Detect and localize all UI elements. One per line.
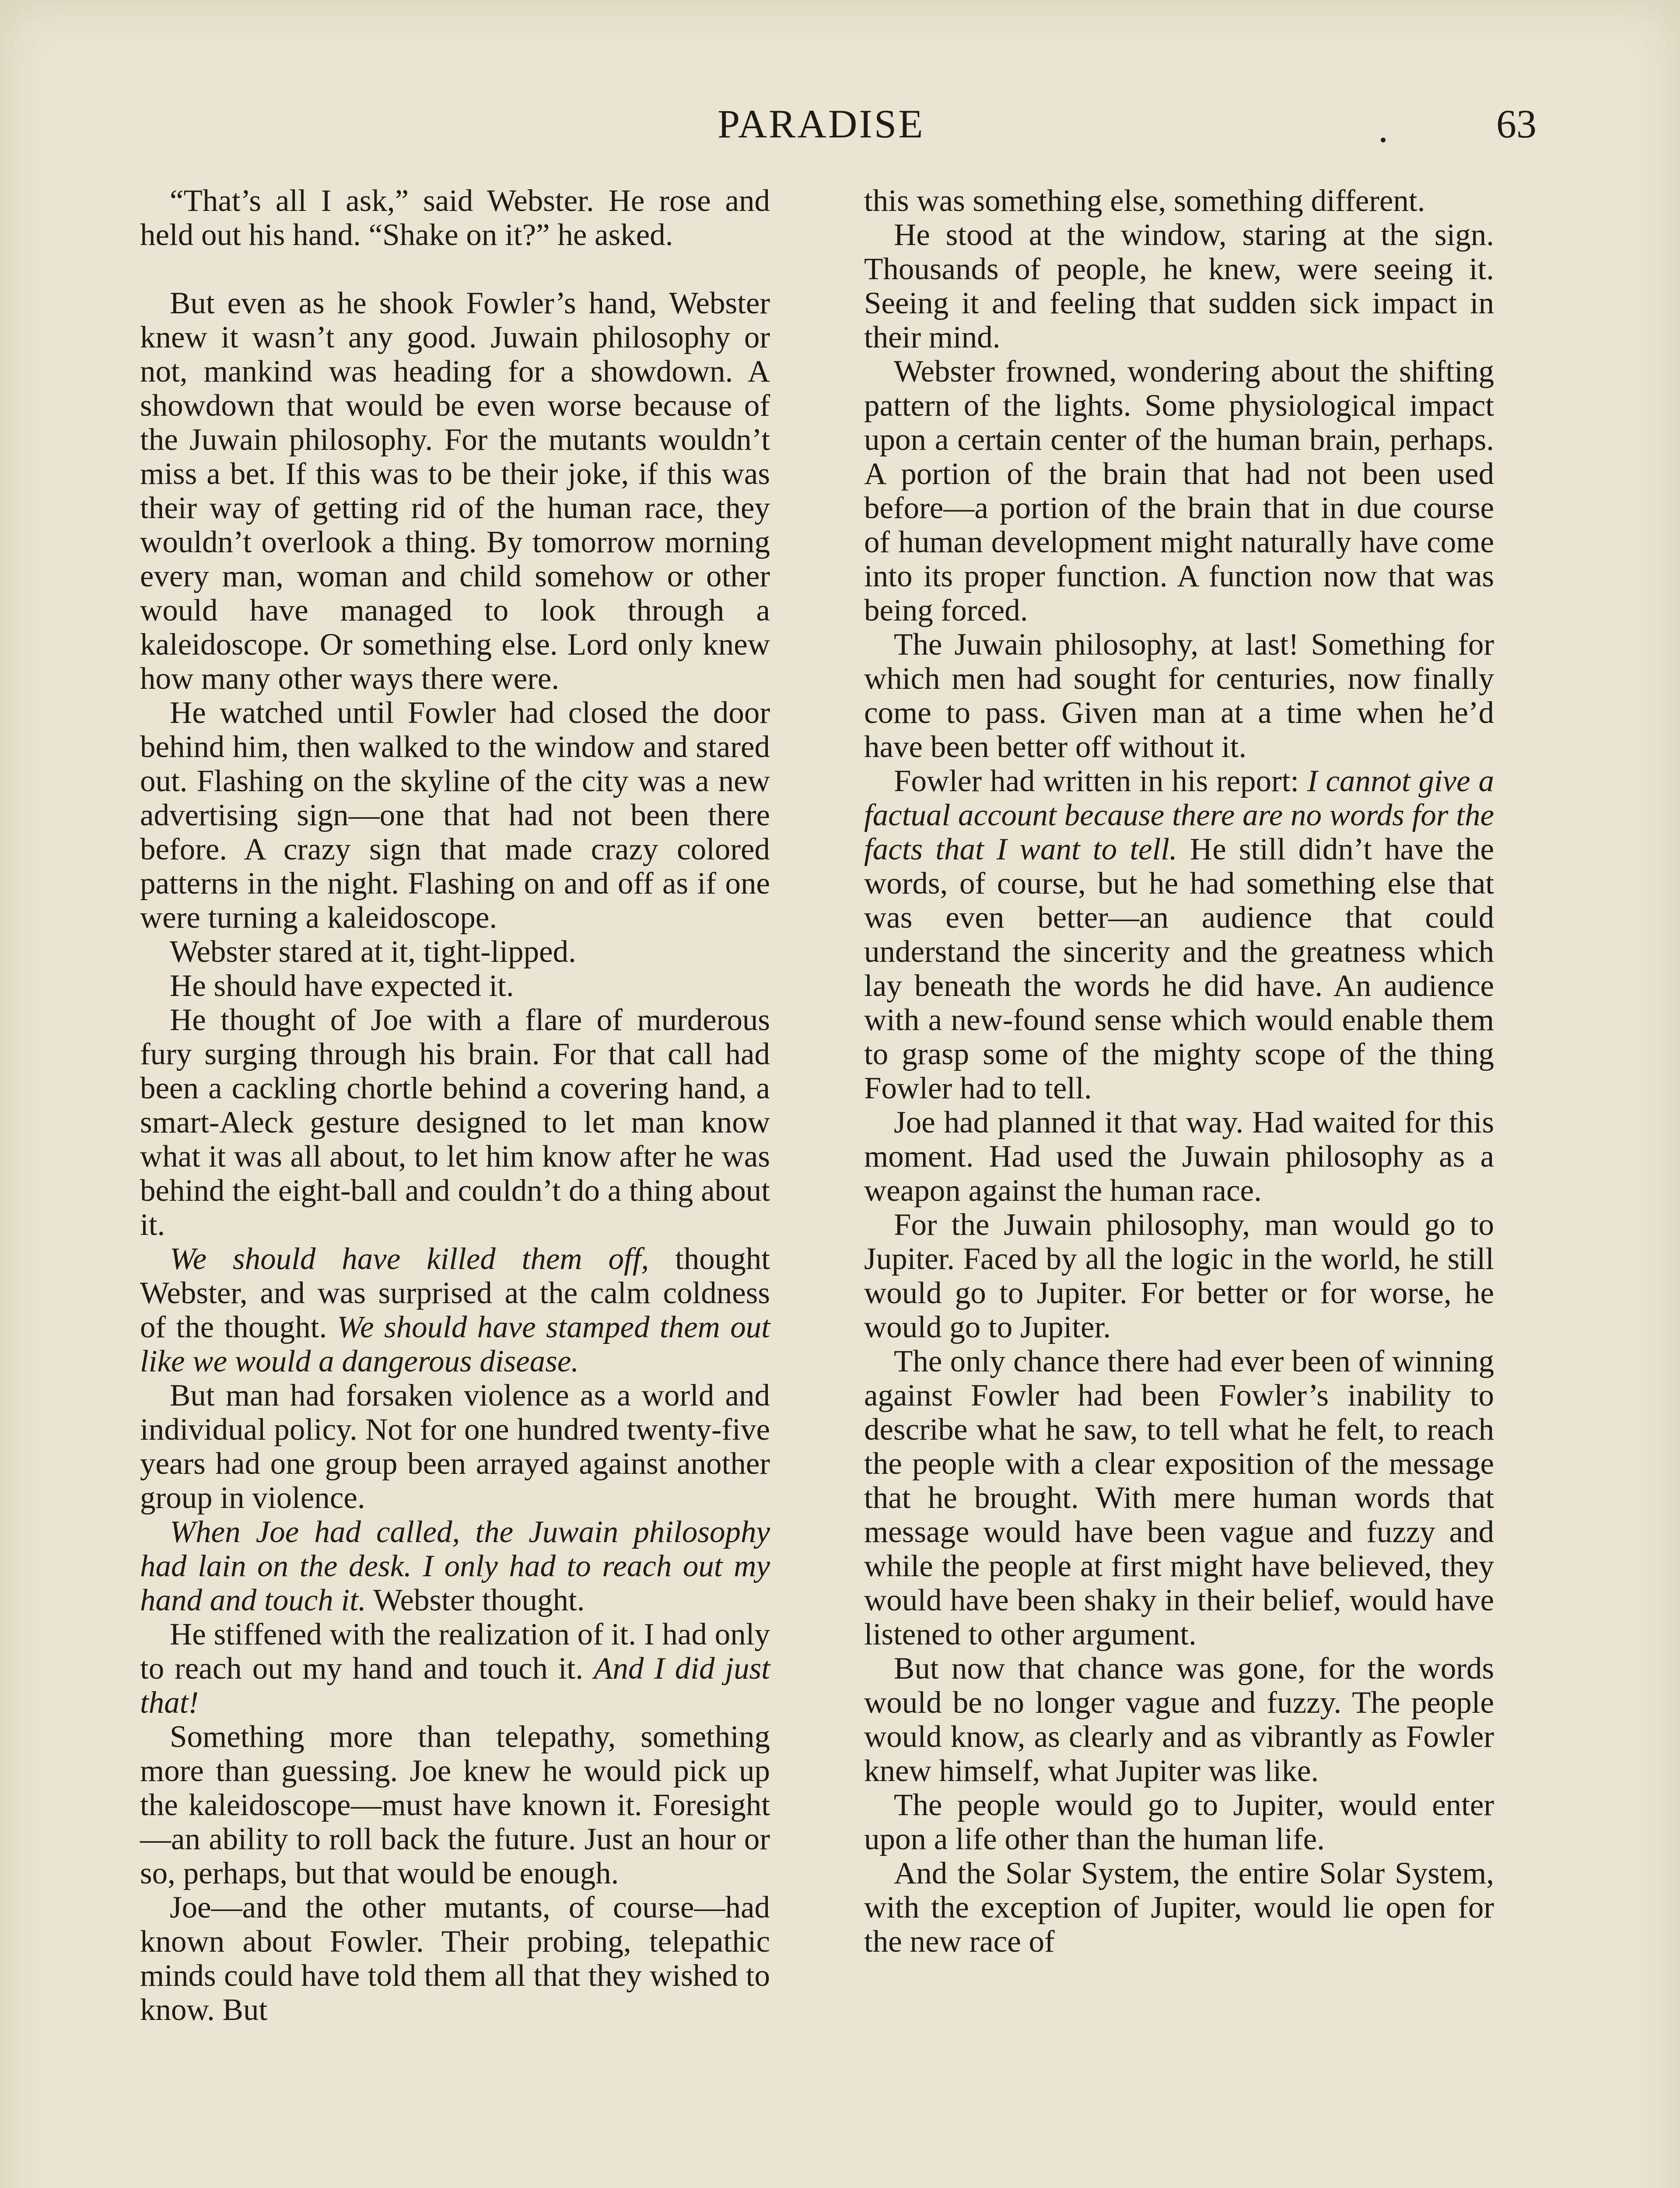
paragraph: But even as he shook Fowler’s hand, Webster knew it wasn’t any good. Juwain philosophy or not, mankind was heading for a showdown. A showdown that would be even worse because of the Juwain philosophy. For the mutants wouldn’t miss a bet. If this was to be their joke, if this was their way of getting rid of the human race, they wouldn’t overlook a thing. By tomorrow morning every man, woman and child somehow or other would have managed to look through a kaleidoscope. Or something else. Lord only knew how many other ways there were. [140,286,770,696]
italic-thought: We should have killed them off, [170,1242,649,1276]
paragraph: But now that chance was gone, for the words would be no longer vague and fuzzy. The people would know, as clearly and as vibrantly as Fowler knew himself, what Jupiter was like. [864,1652,1494,1788]
header-dot: . [1378,106,1388,151]
paragraph-text: thought Webster, and was surprised at the calm coldness of the thought. [140,1242,770,1344]
paragraph-text: He stiffened with the realization of it. I had only to reach out my hand and touch it. [140,1617,770,1686]
italic-thought: And I did just that! [140,1652,770,1720]
left-column [140,184,770,2027]
paragraph: He stood at the window, staring at the sign. Thousands of people, he knew, were seeing it. Seeing it and feeling that sudden sick impact in their mind. [864,218,1494,354]
paragraph: The people would go to Jupiter, would enter upon a life other than the human life. [864,1788,1494,1856]
paragraph-text: He still didn’t have the words, of course, but he had something else that was even better—an audience that could understand the sincerity and the greatness which lay beneath the words he did have. An audience with a new-found sense which would enable them to grasp some of the mighty scope of the thing Fowler had to tell. [864,832,1494,1105]
paragraph [140,1515,770,1617]
paragraph: The only chance there had ever been of winning against Fowler had been Fowler’s inability to describe what he saw, to tell what he felt, to reach the people with a clear exposition of the message that he brought. With mere human words that message would have been vague and fuzzy and while the people at first might have believed, they would have been shaky in their belief, would have listened to other argument. [864,1344,1494,1652]
paragraph [140,1242,770,1378]
paragraph: Joe had planned it that way. Had waited for this moment. Had used the Juwain philosophy as a weapon against the human race. [864,1105,1494,1208]
page-title: PARADISE [718,102,925,146]
paragraph: But man had forsaken violence as a world and individual policy. Not for one hundred twenty-five years had one group been arrayed against another group in violence. [140,1378,770,1515]
paragraph: And the Solar System, the entire Solar System, with the exception of Jupiter, would lie open for the new race of [864,1856,1494,1959]
italic-quote: I cannot give a factual account because there are no words for the facts that I want to tell. [864,764,1494,866]
paragraph: He watched until Fowler had closed the door behind him, then walked to the window and stared out. Flashing on the skyline of the city was a new advertising sign—one that had not been there before. A crazy sign that made crazy colored patterns in the night. Flashing on and off as if one were turning a kaleidoscope. [140,696,770,935]
paragraph [864,764,1494,1105]
paragraph: Something more than telepathy, something more than guessing. Joe knew he would pick up the kaleidoscope—must have known it. Foresight—an ability to roll back the future. Just an hour or so, perhaps, but that would be enough. [140,1720,770,1890]
paragraph: “That’s all I ask,” said Webster. He rose and held out his hand. “Shake on it?” he asked. [140,184,770,252]
paragraph: Webster frowned, wondering about the shifting pattern of the lights. Some physiological impact upon a certain center of the human brain, perhaps. A portion of the brain that had not been used before—a portion of the brain that in due course of human development might naturally have come into its proper function. A function now that was being forced. [864,354,1494,628]
italic-thought: When Joe had called, the Juwain philosophy had lain on the desk. I only had to reach out my hand and touch it. [140,1515,770,1617]
paragraph: Webster stared at it, tight-lipped. [170,935,576,969]
paragraph: this was something else, something different. [864,184,1425,218]
paragraph-text: Webster thought. [366,1583,585,1617]
paragraph: The Juwain philosophy, at last! Something for which men had sought for centuries, now finally come to pass. Given man at a time when he’d have been better off without it. [864,628,1494,764]
page-number: 63 [1496,102,1536,146]
paragraph-text: Fowler had written in his report: [894,764,1307,798]
paragraph [140,1617,770,1720]
paragraph: For the Juwain philosophy, man would go to Jupiter. Faced by all the logic in the world, he still would go to Jupiter. For better or for worse, he would go to Jupiter. [864,1208,1494,1344]
right-column [864,184,1494,1959]
paragraph: Joe—and the other mutants, of course—had known about Fowler. Their probing, telepathic minds could have told them all that they wished to know. But [140,1890,770,2027]
paragraph: He should have expected it. [170,969,514,1003]
paragraph: He thought of Joe with a flare of murderous fury surging through his brain. For that call had been a cackling chortle behind a covering hand, a smart-Aleck gesture designed to let man know what it was all about, to let him know after he was behind the eight-ball and couldn’t do a thing about it. [140,1003,770,1242]
italic-thought: We should have stamped them out like we would a dangerous disease. [140,1310,770,1378]
running-header [0,101,1680,162]
